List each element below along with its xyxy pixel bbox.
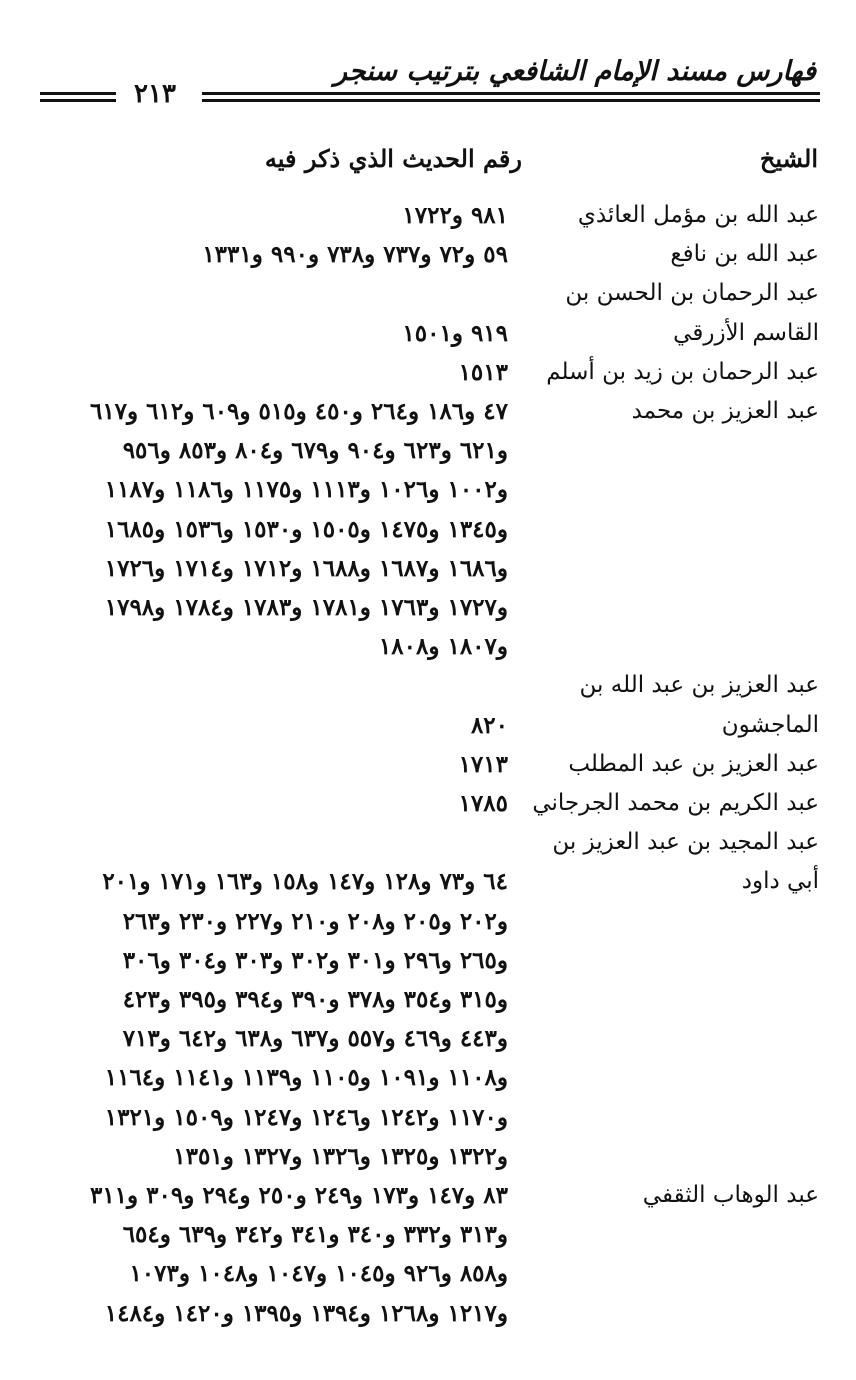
hadith-numbers-line: و٢٦٥ و٢٩٦ و٣٠١ و٣٠٢ و٣٠٣ و٣٠٤ و٣٠٦ <box>122 946 508 974</box>
shaykh-name <box>516 784 856 823</box>
hadith-numbers-line: و١٨٠٧ و١٨٠٨ <box>378 633 508 661</box>
shaykh-name <box>516 353 856 392</box>
hadith-numbers <box>22 666 516 744</box>
hadith-numbers-line: و١٣٢٢ و١٣٢٥ و١٣٢٦ و١٣٢٧ و١٣٥١ <box>173 1142 508 1170</box>
header-rule-right-bottom <box>202 99 820 102</box>
hadith-numbers-line: و١٣٤٥ و١٤٧٥ و١٥٠٥ و١٥٣٠ و١٥٣٦ و١٦٨٥ <box>104 515 508 543</box>
index-entry <box>0 1176 856 1333</box>
column-heading-shaykh: الشيخ <box>759 144 818 173</box>
header-rule-right-top <box>202 92 820 95</box>
shaykh-name-line: عبد العزيز بن محمد <box>631 398 819 425</box>
running-header-title: فهارس مسند الإمام الشافعي بترتيب سنجر <box>333 56 816 87</box>
hadith-numbers-line: ١٥١٣ <box>458 358 508 386</box>
hadith-numbers <box>22 745 516 784</box>
index-entry <box>0 196 856 235</box>
hadith-numbers-line: و١٦٨٦ و١٦٨٧ و١٦٨٨ و١٧١٢ و١٧١٤ و١٧٢٦ <box>104 554 508 582</box>
hadith-numbers-line: و٣١٥ و٣٥٤ و٣٧٨ و٣٩٠ و٣٩٤ و٣٩٥ و٤٢٣ <box>122 986 508 1014</box>
hadith-numbers-line: ١٧١٣ <box>458 750 508 778</box>
hadith-numbers-line: ١٧٨٥ <box>458 790 508 818</box>
index-entry <box>0 745 856 784</box>
shaykh-name <box>516 823 856 901</box>
hadith-numbers-line: ٨٢٠ <box>470 711 508 739</box>
shaykh-name <box>516 666 856 744</box>
shaykh-name-line: الماجشون <box>721 711 819 738</box>
hadith-numbers <box>22 196 516 235</box>
hadith-numbers-line: و١١٧٠ و١٢٤٢ و١٢٤٦ و١٢٤٧ و١٥٠٩ و١٣٢١ <box>104 1103 508 1131</box>
shaykh-name-line: عبد الله بن نافع <box>670 241 819 268</box>
shaykh-name-line: عبد العزيز بن عبد الله بن <box>579 672 819 699</box>
shaykh-name-line: عبد المجيد بن عبد العزيز بن <box>552 829 819 856</box>
hadith-numbers-line <box>22 274 508 313</box>
hadith-numbers <box>22 353 516 392</box>
index-entry <box>0 666 856 744</box>
shaykh-name <box>516 745 856 784</box>
hadith-numbers-line: و٨٥٨ و٩٢٦ و١٠٤٥ و١٠٤٧ و١٠٤٨ و١٠٧٣ <box>129 1260 508 1288</box>
index-entry-list <box>0 196 856 1333</box>
hadith-numbers <box>22 823 516 1176</box>
shaykh-name-line: أبي داود <box>741 868 819 895</box>
hadith-numbers-line <box>22 666 508 705</box>
hadith-numbers <box>22 274 516 352</box>
shaykh-name-line: عبد الكريم بن محمد الجرجاني <box>532 790 819 817</box>
shaykh-name <box>516 392 856 431</box>
hadith-numbers-line: و١٢١٧ و١٢٦٨ و١٣٩٤ و١٣٩٥ و١٤٢٠ و١٤٨٤ <box>104 1299 508 1327</box>
shaykh-name-line: عبد الرحمان بن زيد بن أسلم <box>546 358 819 385</box>
hadith-numbers-line <box>22 823 508 862</box>
hadith-numbers-line: ٩١٩ و١٥٠١ <box>402 319 508 347</box>
hadith-numbers-line: ٨٣ و١٤٧ و١٧٣ و٢٤٩ و٢٥٠ و٢٩٤ و٣٠٩ و٣١١ <box>89 1182 508 1210</box>
index-entry <box>0 274 856 352</box>
hadith-numbers-line: ٦٤ و٧٣ و١٢٨ و١٤٧ و١٥٨ و١٦٣ و١٧١ و٢٠١ <box>102 868 508 896</box>
hadith-numbers <box>22 1176 516 1333</box>
hadith-numbers-line: ٥٩ و٧٢ و٧٣٧ و٧٣٨ و٩٩٠ و١٣٣١ <box>202 241 508 269</box>
index-entry <box>0 823 856 1176</box>
hadith-numbers-line: و٤٤٣ و٤٦٩ و٥٥٧ و٦٣٧ و٦٣٨ و٦٤٢ و٧١٣ <box>122 1025 508 1053</box>
shaykh-name <box>516 274 856 352</box>
hadith-numbers <box>22 784 516 823</box>
shaykh-name-line: عبد العزيز بن عبد المطلب <box>568 750 819 777</box>
index-entry <box>0 353 856 392</box>
index-entry <box>0 235 856 274</box>
shaykh-name <box>516 235 856 274</box>
shaykh-name-line: القاسم الأزرقي <box>673 319 819 346</box>
shaykh-name-line: عبد الوهاب الثقفي <box>642 1182 819 1209</box>
shaykh-name <box>516 196 856 235</box>
index-entry <box>0 392 856 666</box>
shaykh-name-line: عبد الرحمان بن الحسن بن <box>565 280 819 307</box>
hadith-numbers <box>22 392 516 666</box>
hadith-numbers-line: و٣١٣ و٣٣٢ و٣٤٠ و٣٤١ و٣٤٢ و٦٣٩ و٦٥٤ <box>122 1221 508 1249</box>
hadith-numbers-line: و٢٠٢ و٢٠٥ و٢٠٨ و٢١٠ و٢٢٧ و٢٣٠ و٢٦٣ <box>122 907 508 935</box>
hadith-numbers-line: و١٠٠٢ و١٠٢٦ و١١١٣ و١١٧٥ و١١٨٦ و١١٨٧ <box>104 476 508 504</box>
column-heading-hadith-numbers: رقم الحديث الذي ذكر فيه <box>264 144 522 173</box>
shaykh-name-line: عبد الله بن مؤمل العائذي <box>577 202 819 228</box>
header-rule-left-bottom <box>40 99 116 102</box>
hadith-numbers-line: و٦٢١ و٦٢٣ و٩٠٤ و٦٧٩ و٨٠٤ و٨٥٣ و٩٥٦ <box>122 437 508 465</box>
hadith-numbers <box>22 235 516 274</box>
hadith-numbers-line: ٤٧ و١٨٦ و٢٦٤ و٤٥٠ و٥١٥ و٦٠٩ و٦١٢ و٦١٧ <box>89 398 508 426</box>
shaykh-name <box>516 1176 856 1215</box>
index-entry <box>0 784 856 823</box>
hadith-numbers-line: و١١٠٨ و١٠٩١ و١١٠٥ و١١٣٩ و١١٤١ و١١٦٤ <box>104 1064 508 1092</box>
header-rule-left-top <box>40 92 116 95</box>
hadith-numbers-line: ٩٨١ و١٧٢٢ <box>402 202 508 229</box>
hadith-numbers-line: و١٧٢٧ و١٧٦٣ و١٧٨١ و١٧٨٣ و١٧٨٤ و١٧٩٨ <box>104 594 508 622</box>
page-number: ٢١٣ <box>134 79 176 109</box>
